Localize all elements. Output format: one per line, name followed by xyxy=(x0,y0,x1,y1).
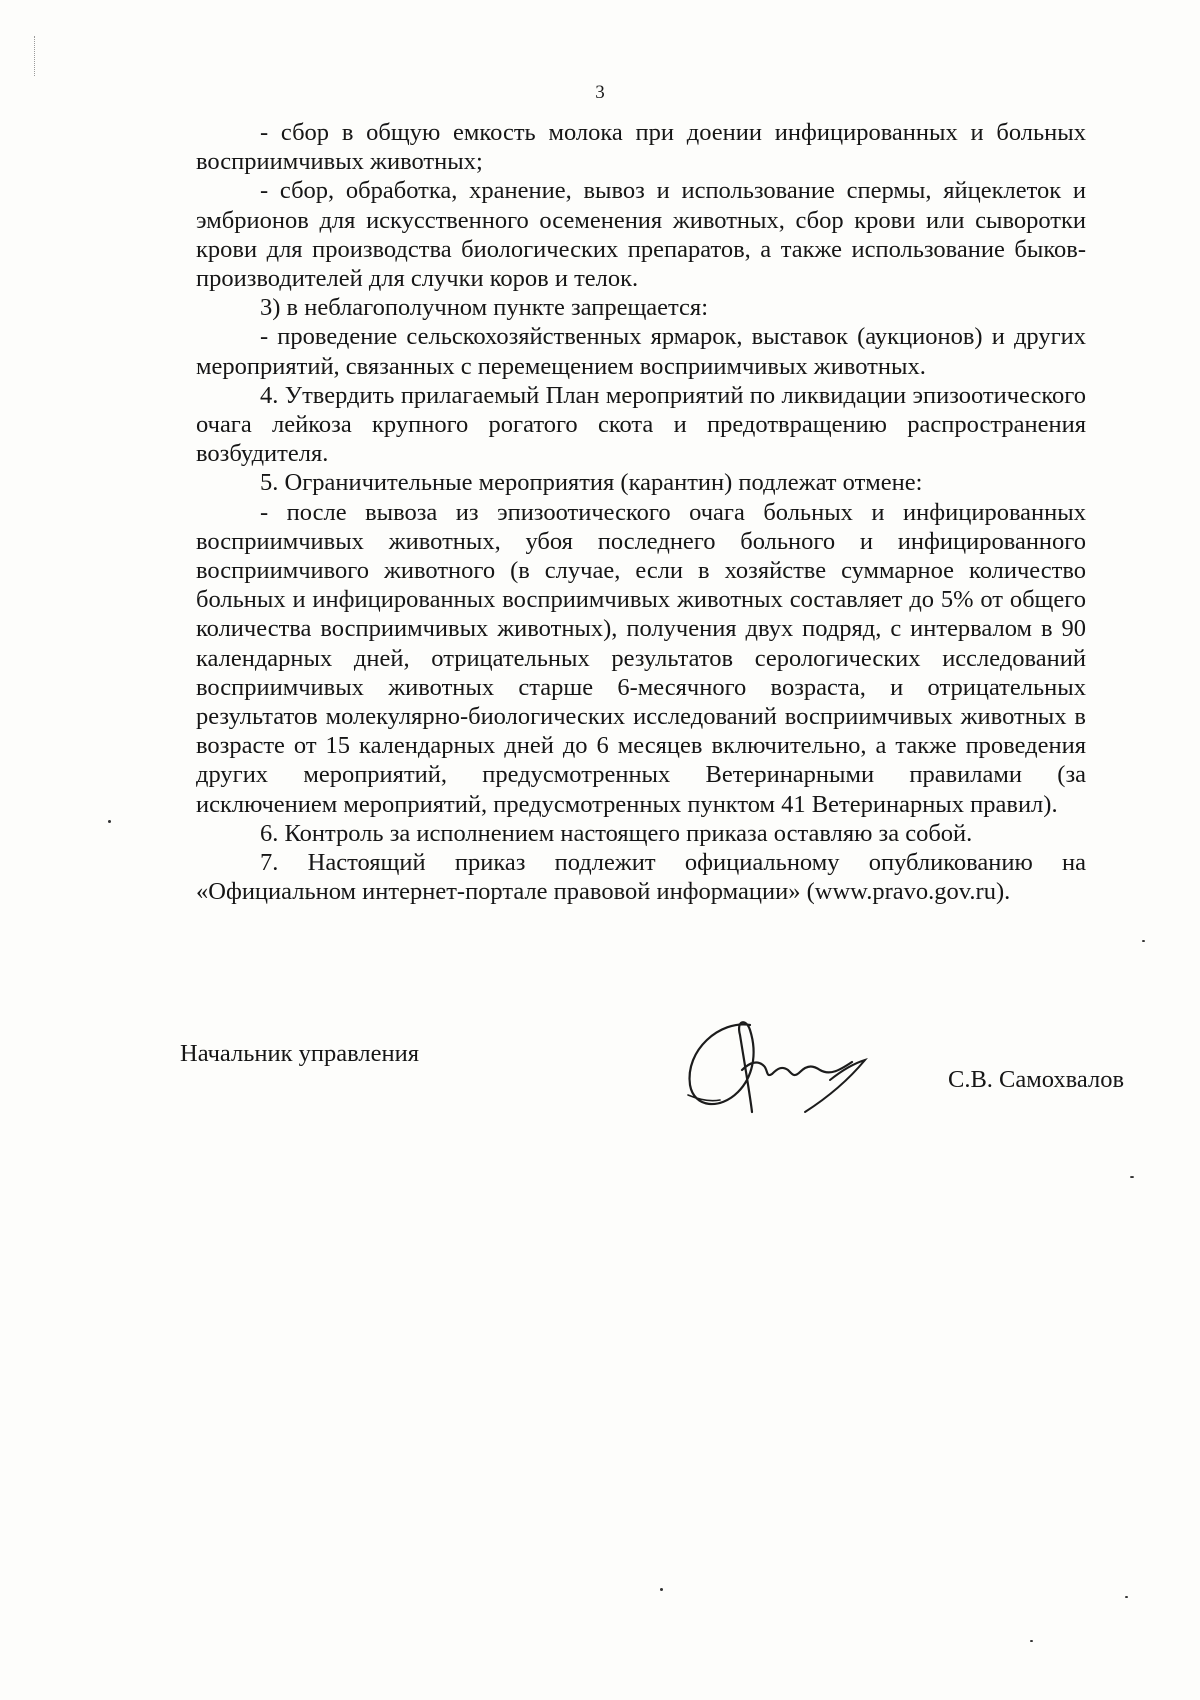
signature-block xyxy=(0,1000,1200,1130)
paragraph-cancel-conditions: - после вывоза из эпизоотического очага больных и инфицированных восприимчивых животных, убоя последнего больного и инфицированного восприимчивого животного (в случае, если в хозяйстве суммарное количество больных и инфицированных восприимчивых животных составляет до 5% от общего количества восприимчивых животных), получения двух подряд, с интервалом в 90 календарных дней, отрицательных результатов серологических исследований восприимчивых животных старше 6-месячного возраста, и отрицательных результатов молекулярно-биологических исследований восприимчивых животных в возрасте от 15 календарных дней до 6 месяцев включительно, а также проведения других мероприятий, предусмотренных Ветеринарными правилами (за исключением мероприятий, предусмотренных пунктом 41 Ветеринарных правил). xyxy=(196,498,1086,818)
page-number: 3 xyxy=(595,82,605,103)
paragraph-item-4: 4. Утвердить прилагаемый План мероприятий по ликвидации эпизоотического очага лейкоза крупного рогатого скота и предотвращению распространения возбудителя. xyxy=(196,381,1086,468)
handwritten-signature xyxy=(680,1000,890,1130)
paragraph-item-7: 7. Настоящий приказ подлежит официальному опубликованию на «Официальном интернет-портале правовой информации» (www.pravo.gov.ru). xyxy=(196,849,1086,906)
scan-speck xyxy=(108,820,111,823)
signatory-name: С.В. Самохвалов xyxy=(948,1066,1125,1093)
scan-speck xyxy=(1030,1640,1033,1642)
signatory-position: Начальник управления xyxy=(180,1040,419,1067)
paragraph-item-6: 6. Контроль за исполнением настоящего приказа оставляю за собой. xyxy=(260,819,973,847)
scan-speck xyxy=(1142,940,1145,942)
paragraph-item-5: 5. Ограничительные мероприятия (карантин) подлежат отмене: xyxy=(260,469,923,497)
paragraph-sperm-collection: - сбор, обработка, хранение, вывоз и использование спермы, яйцеклеток и эмбрионов для искусственного осеменения животных, сбор крови или сыворотки крови для производства биологических препаратов, а также использование быков-производителей для случки коров и телок. xyxy=(196,177,1086,293)
paragraph-prohibited-header: 3) в неблагополучном пункте запрещается: xyxy=(260,294,709,322)
document-body xyxy=(196,118,1086,906)
scan-speck xyxy=(1125,1596,1128,1598)
scan-speck xyxy=(660,1588,663,1591)
scan-speck xyxy=(1130,1176,1134,1178)
paragraph-fairs-prohibition: - проведение сельскохозяйственных ярмарок, выставок (аукционов) и других мероприятий, связанных с перемещением восприимчивых животных. xyxy=(196,323,1086,380)
paragraph-milk-collection: - сбор в общую емкость молока при доении инфицированных и больных восприимчивых животных; xyxy=(196,119,1086,176)
scan-edge-marks xyxy=(34,36,39,76)
